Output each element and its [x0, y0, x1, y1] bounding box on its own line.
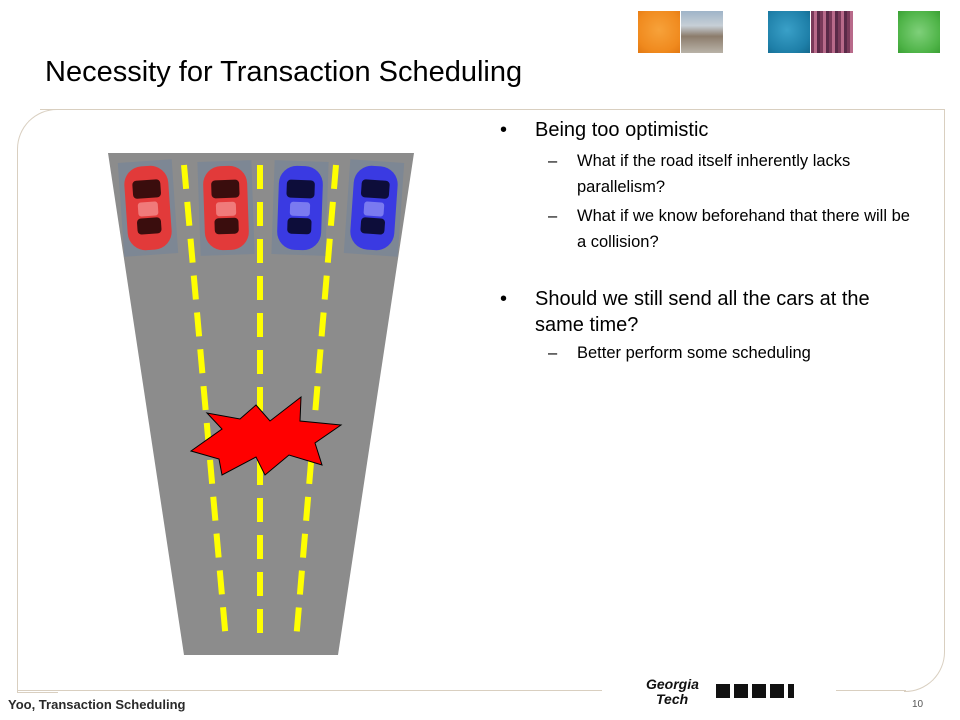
header-thumbnail-campus-photo [681, 11, 723, 53]
bullet-item [500, 117, 910, 143]
header-thumbnail-green [898, 11, 940, 53]
slide-title: Necessity for Transaction Scheduling [45, 56, 523, 88]
content-frame-top [40, 109, 944, 110]
mars-wordmark-icon [716, 684, 794, 698]
bullet-list [500, 117, 910, 366]
sub-bullet-text: Better perform some scheduling [577, 344, 811, 362]
content-frame-left [17, 109, 58, 693]
logo-line-2: Tech [656, 691, 689, 707]
content-frame-bottom [17, 690, 602, 691]
car-blue-1 [271, 160, 328, 256]
page-number: 10 [912, 699, 924, 710]
bullet-text: Being too optimistic [535, 119, 709, 141]
road-illustration [108, 153, 414, 655]
bullet-glyph: • [500, 119, 508, 141]
footer-text: Yoo, Transaction Scheduling [8, 697, 186, 712]
header-thumbnail-orange [638, 11, 680, 53]
dash-glyph: – [548, 344, 558, 362]
sub-bullet-item [500, 148, 910, 200]
georgia-tech-mars-logo [640, 662, 810, 712]
sub-bullet-text: What if the road itself inherently lacks parallelism? [577, 152, 851, 196]
bullet-glyph: • [500, 288, 508, 310]
content-frame-bottom-right [836, 690, 906, 691]
header-thumbnail-blue [768, 11, 810, 53]
car-red-2 [197, 160, 254, 256]
sub-bullet-item [500, 340, 910, 366]
logo-line-1: Georgia [646, 676, 699, 692]
bullet-text: Should we still send all the cars at the same time? [535, 288, 870, 336]
car-blue-2 [344, 159, 404, 257]
bullet-item [500, 286, 910, 338]
header-thumbnail-chip-photo [811, 11, 853, 53]
sub-bullet-text: What if we know beforehand that there will be a collision? [577, 207, 910, 251]
dash-glyph: – [548, 152, 558, 170]
dash-glyph: – [548, 207, 558, 225]
car-red-1 [118, 159, 178, 257]
sub-bullet-item [500, 203, 910, 255]
content-frame-right [904, 109, 945, 692]
